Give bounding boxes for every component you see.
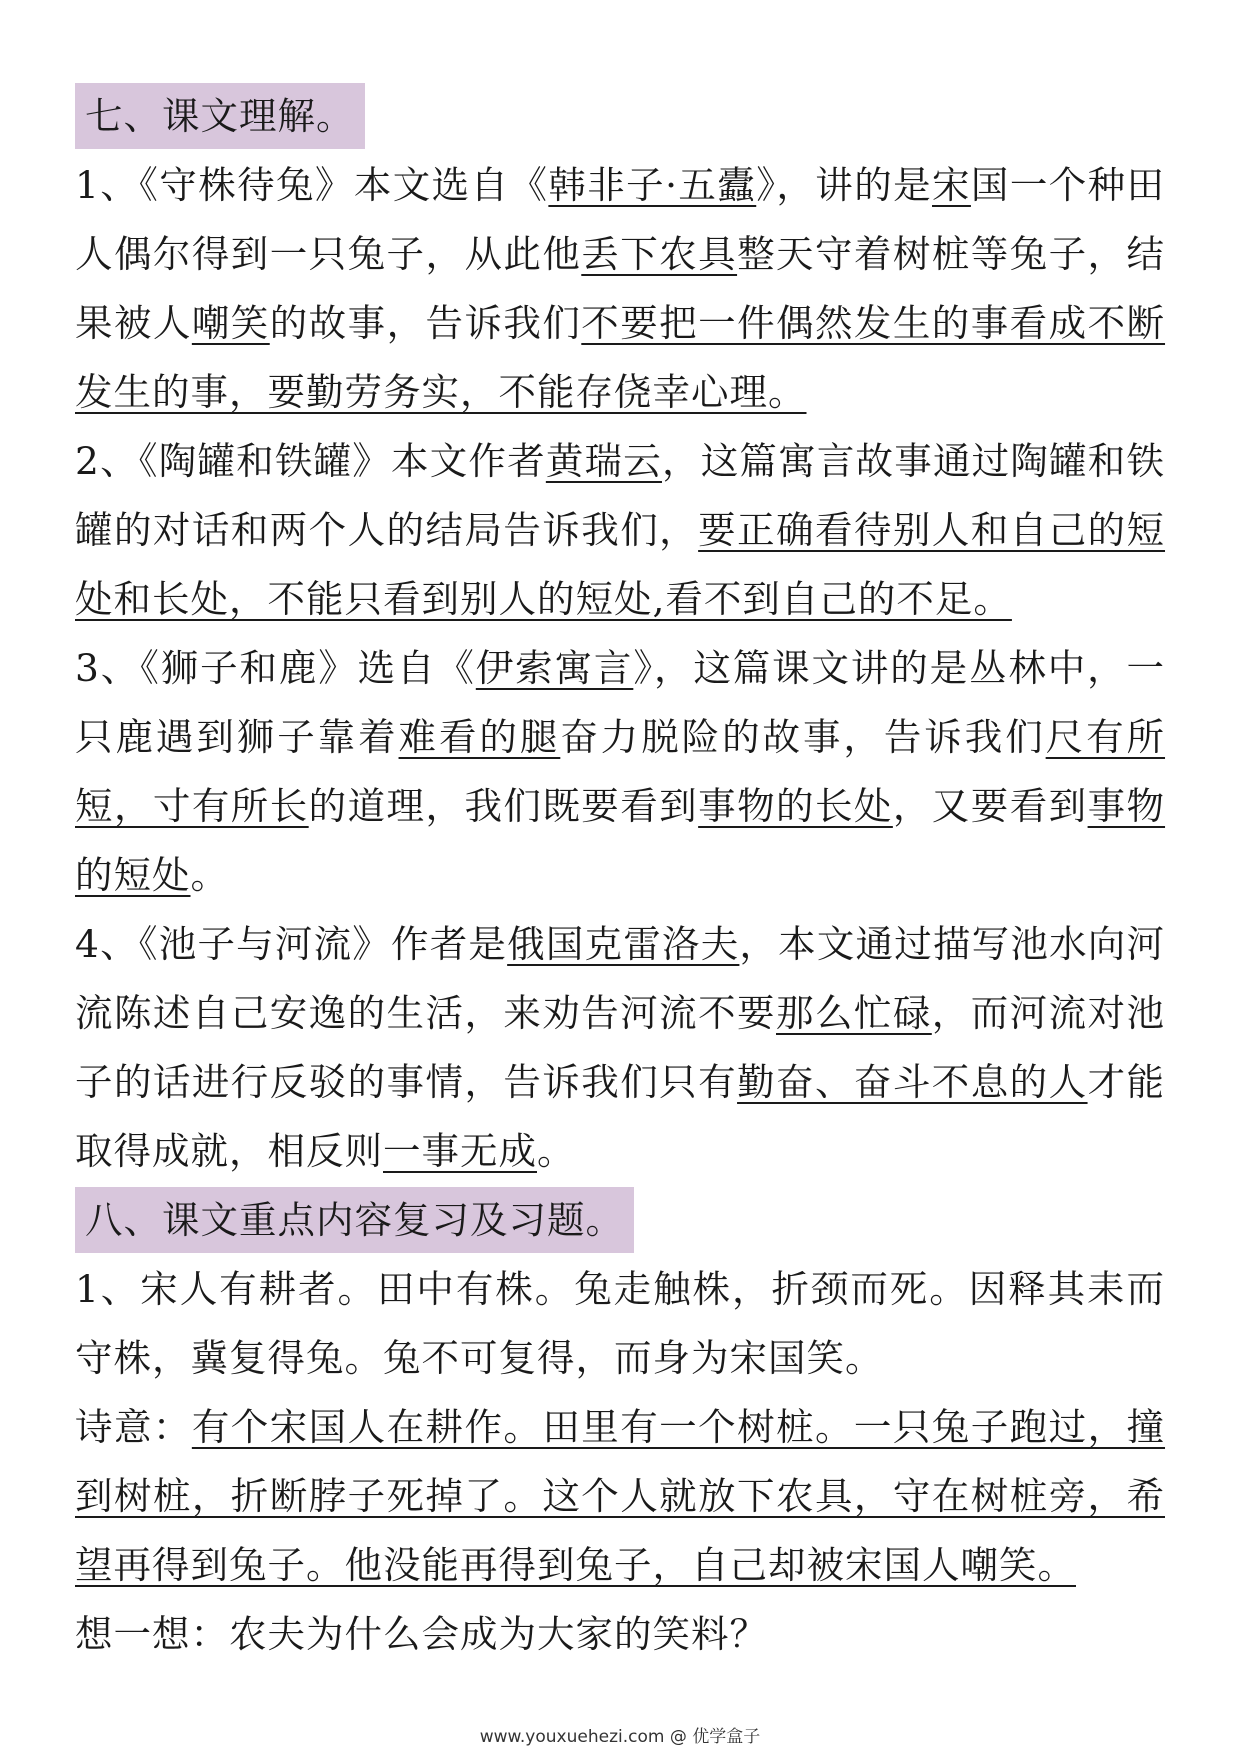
paragraph (75, 1393, 1165, 1600)
paragraph (75, 427, 1165, 634)
text-segment: 。 (190, 853, 229, 897)
underlined-answer: 要正确看待别人和自己的短处和长处，不能只看到别人的短处,看不到自己的不足。 (75, 508, 1166, 621)
text-segment: 。 (537, 1129, 576, 1173)
section-7-body (75, 151, 1165, 1186)
text-segment: 想一想：农夫为什么会成为大家的笑料？ (75, 1612, 768, 1656)
underlined-answer: 丢下农具 (581, 232, 738, 276)
text-segment: 的故事，告诉我们 (269, 301, 582, 345)
underlined-answer: 宋 (932, 163, 971, 207)
section-8-body (75, 1255, 1165, 1669)
text-segment: ，这篇寓言故事通过陶罐和铁罐的对话和两个人的结局告诉我们， (75, 439, 1166, 552)
paragraph (75, 634, 1165, 910)
paragraph (75, 1255, 1165, 1393)
text-segment: 的道理，我们既要看到 (308, 784, 699, 828)
underlined-answer: 韩非子·五蠹 (548, 163, 757, 207)
underlined-answer: 嘲笑 (191, 301, 270, 345)
text-segment: 1、宋人有耕者。田中有株。兔走触株，折颈而死。因释其耒而守株，冀复得兔。兔不可复得，而身为宋国笑。 (75, 1267, 1165, 1380)
underlined-answer: 尺有所短，寸有所长 (75, 715, 1166, 828)
section-heading-7: 七、课文理解。 (75, 83, 365, 149)
text-segment: 4、《池子与河流》作者是 (75, 922, 508, 966)
text-segment: 1、《守株待兔》本文选自《 (75, 163, 549, 207)
underlined-answer: 伊索寓言 (475, 646, 634, 690)
footer-watermark: www.youxuehezi.com @ 优学盒子 (479, 1727, 761, 1747)
text-segment: 奋力脱险的故事，告诉我们 (560, 715, 1046, 759)
text-segment: 国一个种田人偶尔得到一只兔子，从此他 (75, 163, 1166, 276)
underlined-answer: 勤奋、奋斗不息的人 (737, 1060, 1088, 1104)
underlined-answer: 事物的长处 (698, 784, 893, 828)
underlined-answer: 黄瑞云 (545, 439, 662, 483)
paragraph (75, 151, 1165, 427)
underlined-answer: 有个宋国人在耕作。田里有一个树桩。一只兔子跑过，撞到树桩，折断脖子死掉了。这个人就放下农具，守在树桩旁，希望再得到兔子。他没能再得到兔子，自己却被宋国人嘲笑。 (75, 1405, 1166, 1587)
underlined-answer: 难看的腿 (398, 715, 561, 759)
text-segment: 》，这篇课文讲的是丛林中，一只鹿遇到狮子靠着 (75, 646, 1166, 759)
underlined-answer: 那么忙碌 (776, 991, 932, 1035)
underlined-answer: 俄国克雷洛夫 (507, 922, 740, 966)
text-segment: ，本文通过描写池水向河流陈述自己安逸的生活，来劝告河流不要 (75, 922, 1166, 1035)
text-segment: 才能取得成就，相反则 (75, 1060, 1166, 1173)
text-segment: 》，讲的是 (756, 163, 933, 207)
text-segment: 整天守着树桩等兔子，结果被人 (75, 232, 1166, 345)
content (75, 82, 1165, 1669)
text-segment: 3、《狮子和鹿》选自《 (75, 646, 476, 690)
underlined-answer: 事物的短处 (75, 784, 1166, 897)
underlined-answer: 不要把一件偶然发生的事看成不断发生的事，要勤劳务实，不能存侥幸心理。 (75, 301, 1166, 414)
section-heading-8: 八、课文重点内容复习及习题。 (75, 1187, 634, 1253)
paragraph (75, 1600, 1165, 1669)
text-segment: ，而河流对池子的话进行反驳的事情，告诉我们只有 (75, 991, 1166, 1104)
paragraph (75, 910, 1165, 1186)
text-segment: 诗意： (75, 1405, 192, 1449)
underlined-answer: 一事无成 (383, 1129, 537, 1173)
text-segment: 2、《陶罐和铁罐》本文作者 (75, 439, 546, 483)
text-segment: ，又要看到 (892, 784, 1088, 828)
